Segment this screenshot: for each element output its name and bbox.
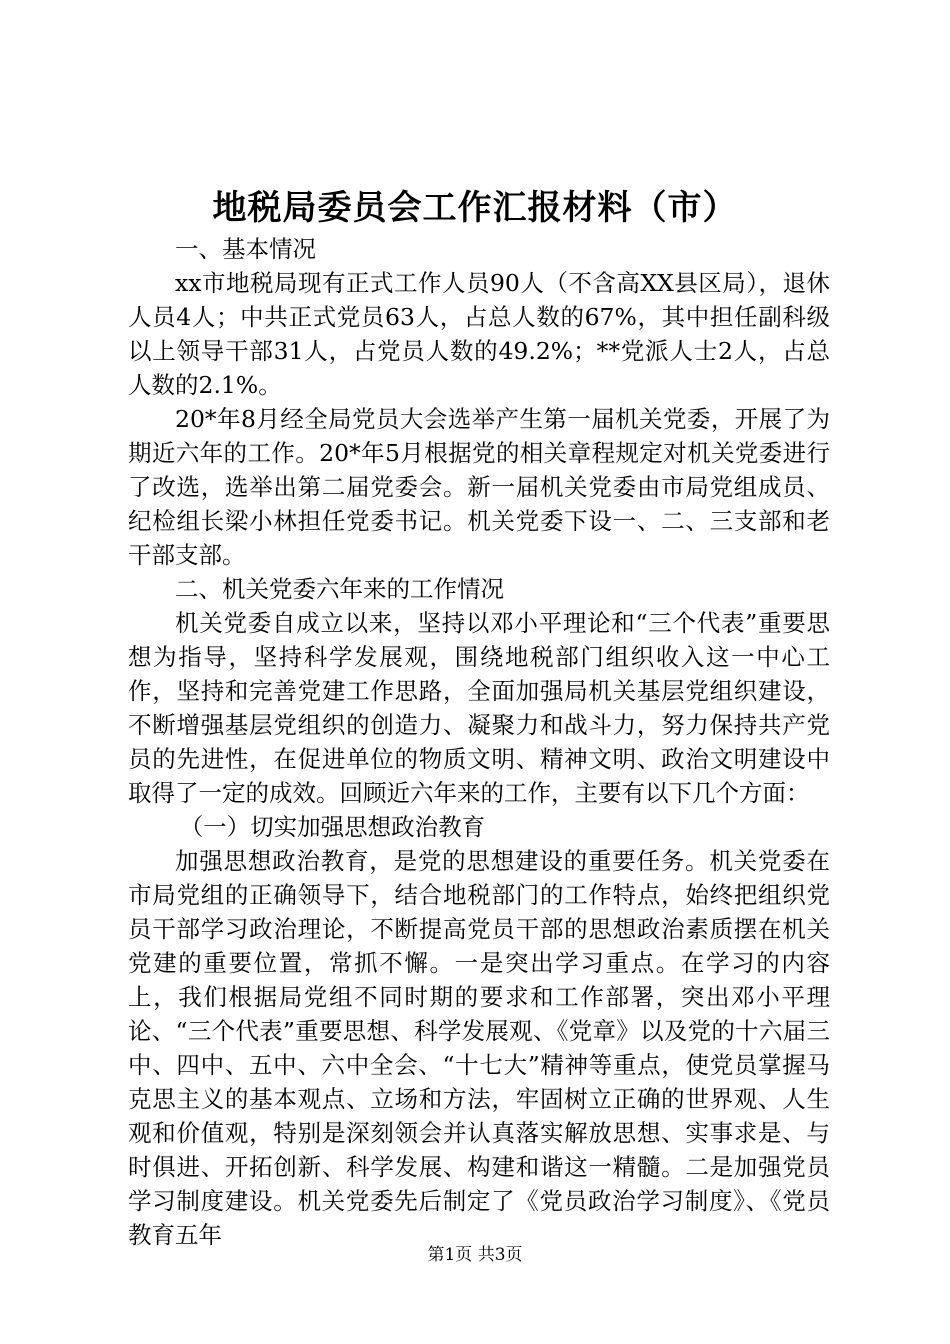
page-number-footer: 第1页 共3页	[427, 1245, 523, 1265]
document-body	[128, 232, 830, 1252]
paragraph-committee-history: 20*年8月经全局党员大会选举产生第一届机关党委，开展了为期近六年的工作。20*年5月根据党的相关章程规定对机关党委进行了改选，选举出第二届党委会。新一届机关党委由市局党组成员、纪检组长梁小林担任党委书记。机关党委下设一、二、三支部和老干部支部。	[128, 405, 830, 569]
document-title: 地税局委员会工作汇报材料（市）	[212, 188, 738, 228]
section-heading-work: 二、机关党委六年来的工作情况	[175, 575, 504, 603]
paragraph-staff-stats: xx市地税局现有正式工作人员90人（不含高XX县区局），退休人员4人；中共正式党员63人，占总人数的67%，其中担任副科级以上领导干部31人，占党员人数的49.2%；**党派人士2人，占总人数的2.1%。	[128, 269, 830, 399]
subsection-heading-education: （一）切实加强思想政治教育	[179, 813, 486, 841]
section-heading-basic: 一、基本情况	[175, 235, 316, 263]
paragraph-work-overview: 机关党委自成立以来，坚持以邓小平理论和“三个代表”重要思想为指导，坚持科学发展观，围绕地税部门组织收入这一中心工作，坚持和完善党建工作思路，全面加强局机关基层党组织建设，不断增强基层党组织的创造力、凝聚力和战斗力，努力保持共产党员的先进性，在促进单位的物质文明、精神文明、政治文明建设中取得了一定的成效。回顾近六年来的工作，主要有以下几个方面：	[128, 609, 830, 807]
paragraph-education: 加强思想政治教育，是党的思想建设的重要任务。机关党委在市局党组的正确领导下，结合地税部门的工作特点，始终把组织党员干部学习政治理论，不断提高党员干部的思想政治素质摆在机关党建的重要位置，常抓不懈。一是突出学习重点。在学习的内容上，我们根据局党组不同时期的要求和工作部署，突出邓小平理论、“三个代表”重要思想、科学发展观、《党章》以及党的十六届三中、四中、五中、六中全会、“十七大”精神等重点，使党员掌握马克思主义的基本观点、立场和方法，牢固树立正确的世界观、人生观和价值观，特别是深刻领会并认真落实解放思想、实事求是、与时俱进、开拓创新、科学发展、构建和谐这一精髓。二是加强党员学习制度建设。机关党委先后制定了《党员政治学习制度》、《党员教育五年	[128, 847, 830, 1249]
